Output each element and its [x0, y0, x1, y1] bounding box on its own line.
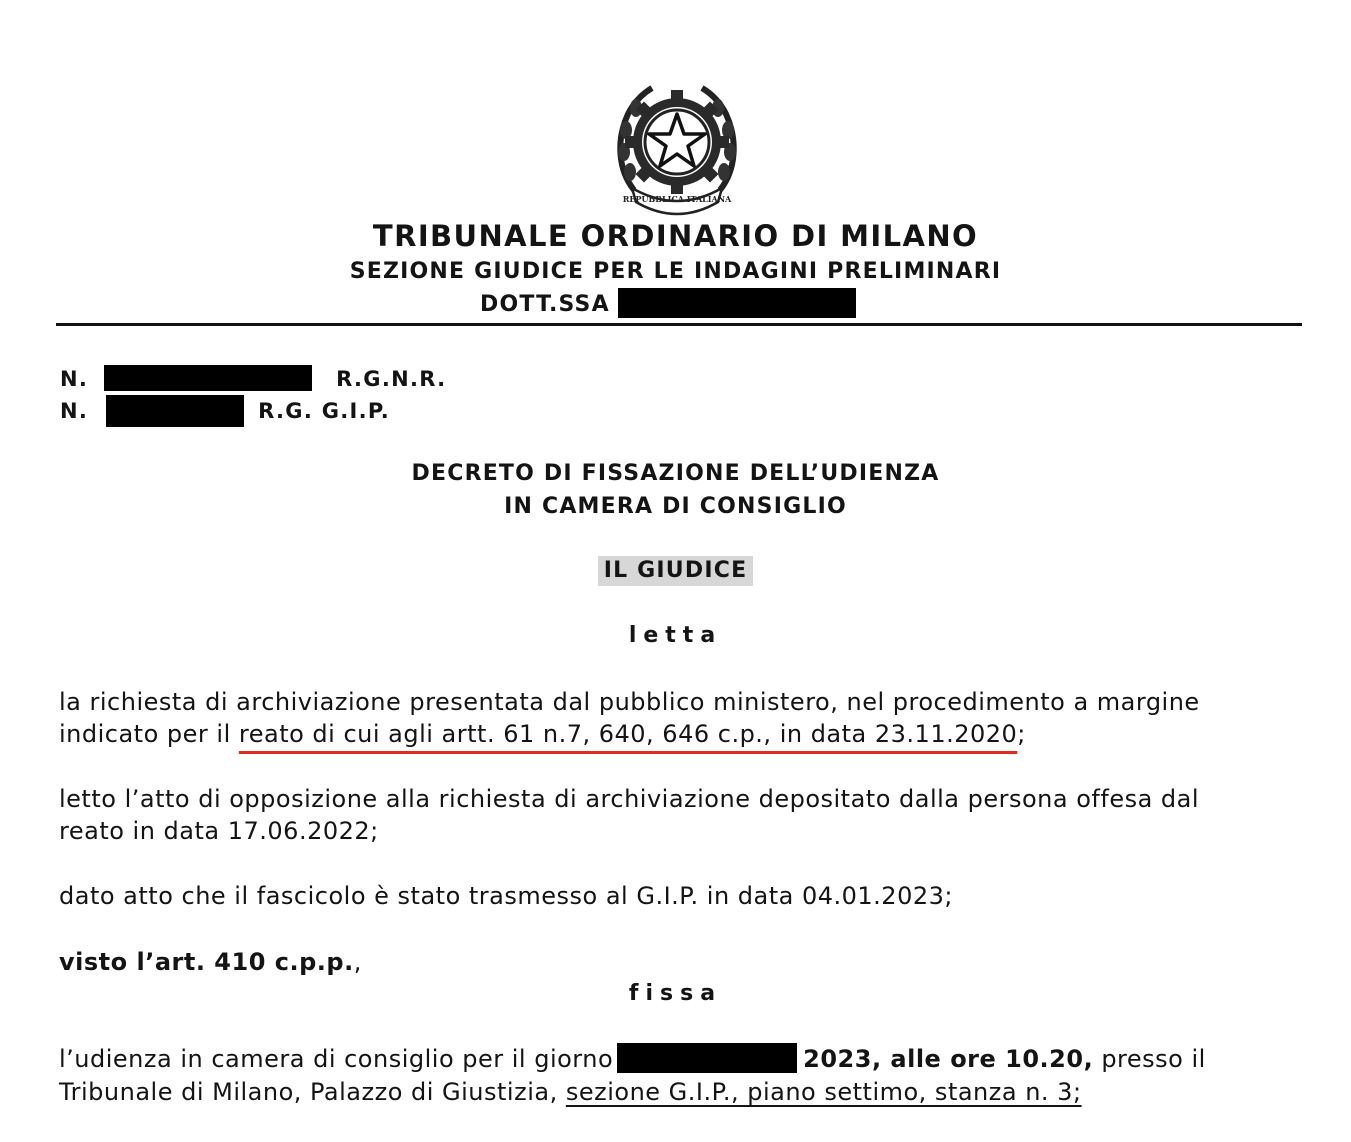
offence-underlined: reato di cui agli artt. 61 n.7, 640, 646 c.p., in data 23.11.2020	[238, 720, 1018, 748]
italian-republic-emblem-icon	[614, 80, 740, 216]
rggip-number-line	[60, 396, 390, 427]
judge-prefix: DOTT.SSA	[480, 292, 610, 317]
paragraph-3: dato atto che il fascicolo è stato trasmesso al G.I.P. in data 04.01.2023;	[59, 882, 953, 910]
hearing-line-2	[59, 1076, 1299, 1108]
rggip-prefix: N.	[60, 399, 89, 423]
rgnr-prefix: N.	[60, 367, 89, 391]
hearing-line-1-end: presso il	[1093, 1045, 1206, 1073]
judge-name-redaction	[618, 288, 856, 318]
decree-title-line-2: IN CAMERA DI CONSIGLIO	[504, 494, 847, 519]
paragraph-1-line-2	[59, 718, 1299, 750]
hearing-line-1	[59, 1043, 1299, 1075]
decree-title-line-1: DECRETO DI FISSAZIONE DELL’UDIENZA	[411, 461, 940, 486]
paragraph-1-line-2-end: ;	[1017, 720, 1026, 748]
judge-heading: IL GIUDICE	[598, 556, 754, 586]
judge-line	[480, 289, 856, 321]
rgnr-label: R.G.N.R.	[336, 367, 447, 391]
hearing-line-2-start: Tribunale di Milano, Palazzo di Giustizia,	[59, 1078, 566, 1106]
rggip-number-redaction	[106, 395, 244, 427]
visto-article: visto l’art. 410 c.p.p.	[59, 948, 354, 976]
header-divider	[56, 323, 1302, 326]
paragraph-4-end: ,	[353, 948, 362, 976]
section-name: SEZIONE GIUDICE PER LE INDAGINI PRELIMINARI	[349, 259, 1002, 284]
svg-text:REPUBBLICA ITALIANA: REPUBBLICA ITALIANA	[622, 194, 732, 204]
letta-heading: letta	[628, 623, 723, 648]
paragraph-4	[59, 946, 1299, 978]
hearing-location-underlined: sezione G.I.P., piano settimo, stanza n. 3;	[565, 1078, 1082, 1106]
hearing-date-redaction	[617, 1043, 797, 1073]
paragraph-2-line-1: letto l’atto di opposizione alla richiesta di archiviazione depositato dalla persona offesa dal	[59, 785, 1200, 813]
paragraph-1-line-2-start: indicato per il	[59, 720, 239, 748]
court-name: TRIBUNALE ORDINARIO DI MILANO	[372, 219, 979, 253]
hearing-time: 2023, alle ore 10.20,	[803, 1045, 1094, 1073]
rgnr-number-redaction	[104, 365, 312, 391]
paragraph-1-line-1: la richiesta di archiviazione presentata dal pubblico ministero, nel procedimento a margine	[59, 688, 1200, 716]
rgnr-number-line	[60, 364, 446, 394]
paragraph-2-line-2: reato in data 17.06.2022;	[59, 817, 379, 845]
hearing-line-1-start: l’udienza in camera di consiglio per il giorno	[59, 1045, 614, 1073]
judge-heading-row	[0, 556, 1351, 586]
rggip-label: R.G. G.I.P.	[258, 399, 391, 423]
fissa-heading: fissa	[628, 981, 723, 1006]
